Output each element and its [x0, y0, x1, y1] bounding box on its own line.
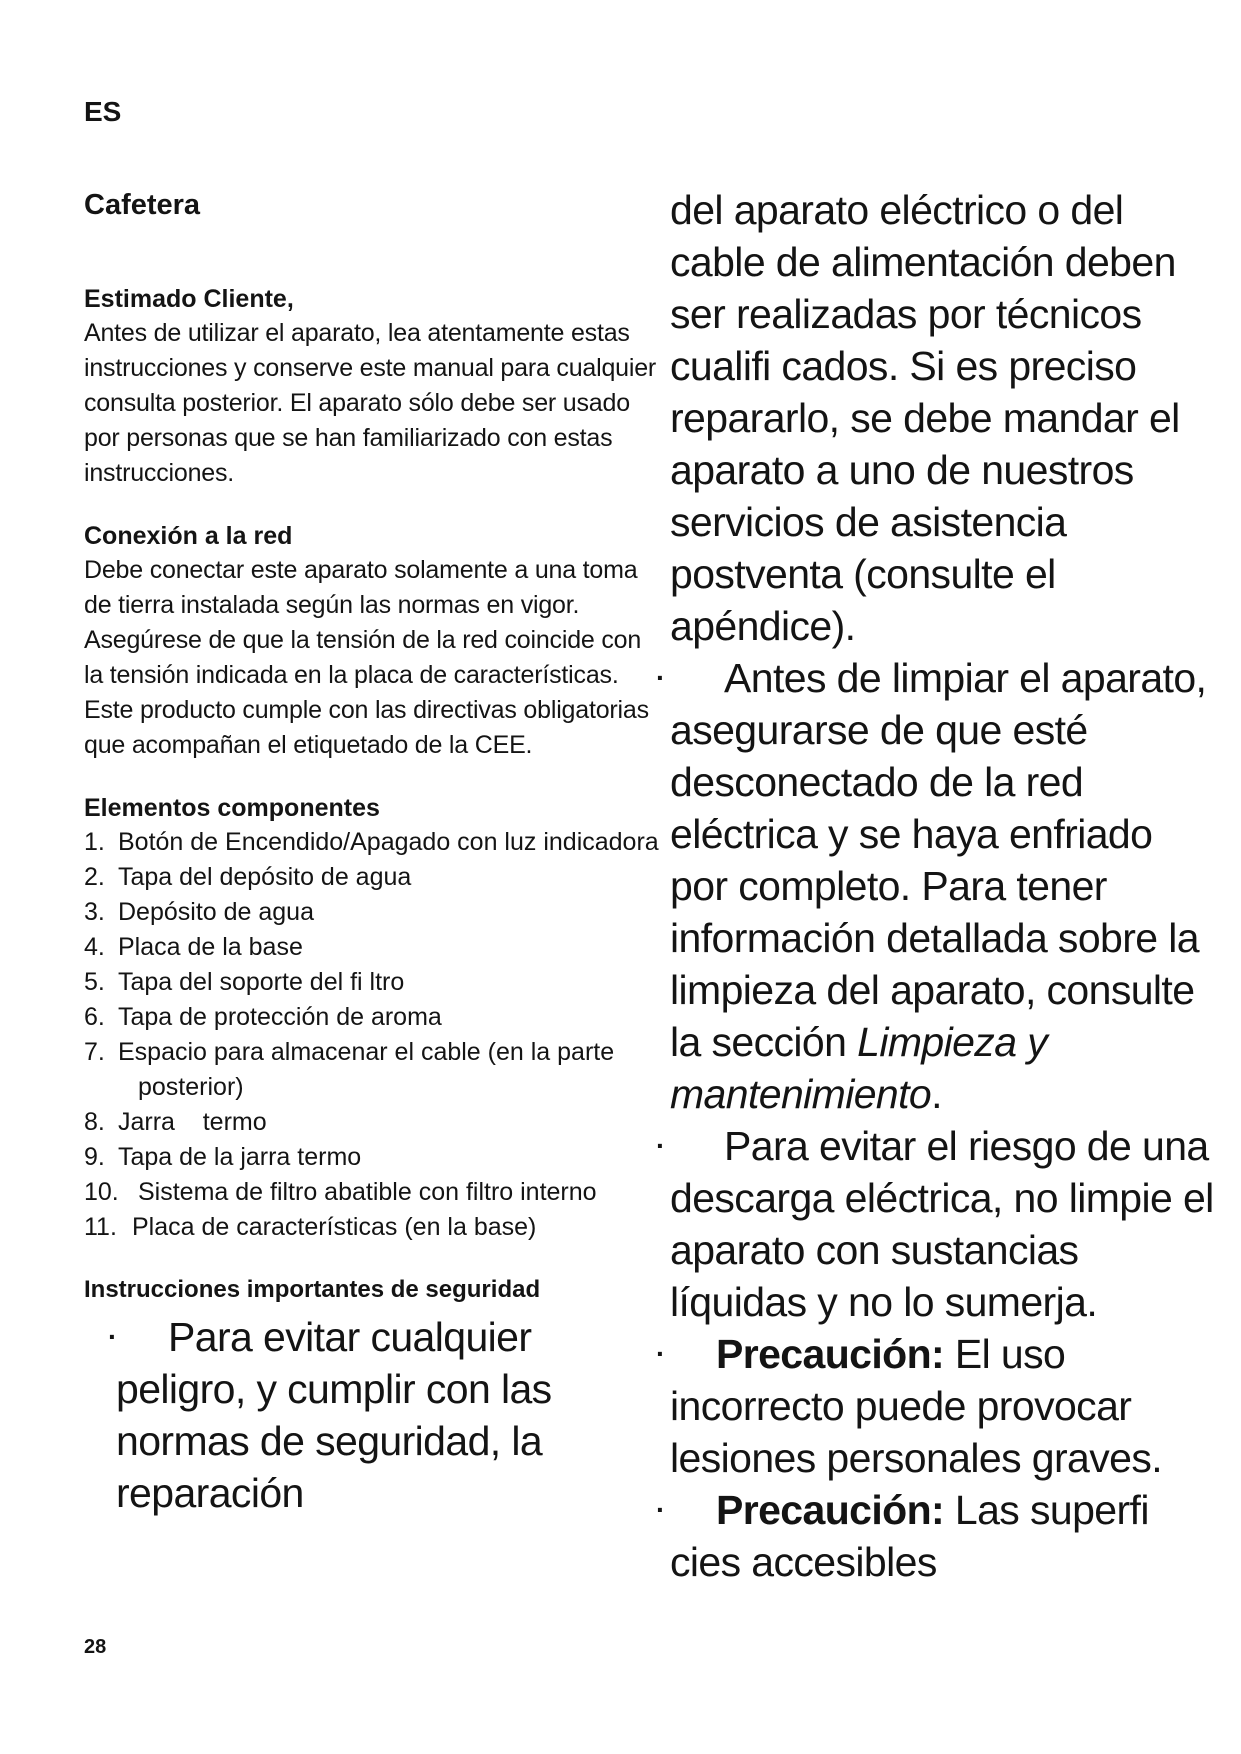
safety-item [84, 1311, 664, 1519]
safety-list-right [656, 652, 1215, 1588]
safety-item-text: Para evitar el riesgo de una descarga eléctrica, no limpie el aparato con sustancias líquidas y no lo sumerja. [670, 1123, 1214, 1325]
bullet-icon: · [656, 662, 665, 693]
page-number: 28 [84, 1636, 107, 1658]
components-section [84, 791, 664, 1245]
list-item-number: 11. [84, 1213, 117, 1241]
safety-item [656, 1120, 1215, 1328]
list-item [84, 1105, 664, 1140]
caution-label: Precaución: [716, 1487, 945, 1533]
safety-section [84, 1273, 664, 1519]
connection-text: Debe conectar este aparato solamente a una toma de tierra instalada según las normas en vigor. Asegúrese de que la tensión de la red coincide con la tensión indicada en la placa de características. Este producto cumple con las directivas obligatorias que acompañan el etiquetado de la CEE. [84, 556, 649, 759]
safety-item-continuation: del aparato eléctrico o del cable de alimentación deben ser realizadas por técnicos cualifi cados. Si es preciso repararlo, se debe mandar el aparato a uno de nuestros servicios de asistencia postventa (consulte el apéndice). [670, 187, 1180, 649]
bullet-icon: · [656, 1494, 665, 1525]
connection-section [84, 519, 664, 763]
bullet-icon: · [108, 1321, 117, 1352]
document-title: Cafetera [84, 189, 201, 221]
safety-item-text: Para evitar cualquier peligro, y cumplir con las normas de seguridad, la reparación [116, 1314, 552, 1516]
right-column [656, 184, 1215, 1588]
safety-item [656, 652, 1215, 1120]
list-item-text: Botón de Encendido/Apagado con luz indicadora [118, 828, 659, 856]
list-item-text: Placa de características (en la base) [132, 1213, 537, 1241]
list-item-text: Espacio para almacenar el cable (en la parte posterior) [118, 1038, 615, 1101]
list-item [84, 1035, 664, 1105]
safety-item-text: Antes de limpiar el aparato, asegurarse de que esté desconectado de la red eléctrica y se haya enfriado por completo. Para tener información detallada sobre la limpieza del aparato, consulte la sección [670, 655, 1207, 1065]
components-list [84, 825, 664, 1245]
bullet-icon: · [656, 1130, 665, 1161]
list-item [84, 930, 664, 965]
list-item [84, 1175, 664, 1210]
language-code: ES [84, 96, 122, 127]
list-item-text: Sistema de filtro abatible con filtro interno [138, 1178, 597, 1206]
safety-item-text: Las superfi cies accesibles [670, 1487, 1149, 1585]
list-item-number: 7. [84, 1038, 105, 1066]
safety-item-text: El uso incorrecto puede provocar lesiones personales graves. [670, 1331, 1163, 1481]
safety-heading: Instrucciones importantes de seguridad [84, 1276, 541, 1303]
list-item-number: 10. [84, 1178, 119, 1206]
list-item-number: 5. [84, 968, 105, 996]
greeting-heading: Estimado Cliente, [84, 285, 294, 313]
list-item-number: 1. [84, 828, 105, 856]
safety-item [656, 1484, 1215, 1588]
list-item-number: 4. [84, 933, 105, 961]
list-item-number: 8. [84, 1108, 105, 1136]
components-heading: Elementos componentes [84, 794, 380, 822]
list-item [84, 895, 664, 930]
list-item-text: Tapa del soporte del fi ltro [118, 968, 405, 996]
list-item-text: Placa de la base [118, 933, 303, 961]
list-item-text: Depósito de agua [118, 898, 314, 926]
list-item-number: 3. [84, 898, 105, 926]
list-item-text: Tapa del depósito de agua [118, 863, 412, 891]
safety-item [656, 1328, 1215, 1484]
list-item [84, 1140, 664, 1175]
list-item-text: Tapa de la jarra termo [118, 1143, 362, 1171]
list-item [84, 1210, 664, 1245]
safety-list-left [84, 1311, 664, 1519]
safety-item-reference: Limpieza y mantenimiento [670, 1019, 1048, 1117]
greeting-section [84, 282, 664, 491]
caution-label: Precaución: [716, 1331, 945, 1377]
list-item [84, 860, 664, 895]
list-item-number: 9. [84, 1143, 105, 1171]
greeting-text: Antes de utilizar el aparato, lea atentamente estas instrucciones y conserve este manual para cualquier consulta posterior. El aparato sólo debe ser usado por personas que se han familiarizado con estas instrucciones. [84, 319, 657, 487]
list-item-text: Jarra termo [118, 1108, 267, 1136]
list-item [84, 825, 664, 860]
list-item [84, 1000, 664, 1035]
left-column [84, 186, 664, 1519]
list-item-number: 6. [84, 1003, 105, 1031]
connection-heading: Conexión a la red [84, 522, 293, 550]
list-item [84, 965, 664, 1000]
bullet-icon: · [656, 1338, 665, 1369]
list-item-number: 2. [84, 863, 105, 891]
list-item-text: Tapa de protección de aroma [118, 1003, 442, 1031]
safety-item-period: . [931, 1071, 942, 1117]
